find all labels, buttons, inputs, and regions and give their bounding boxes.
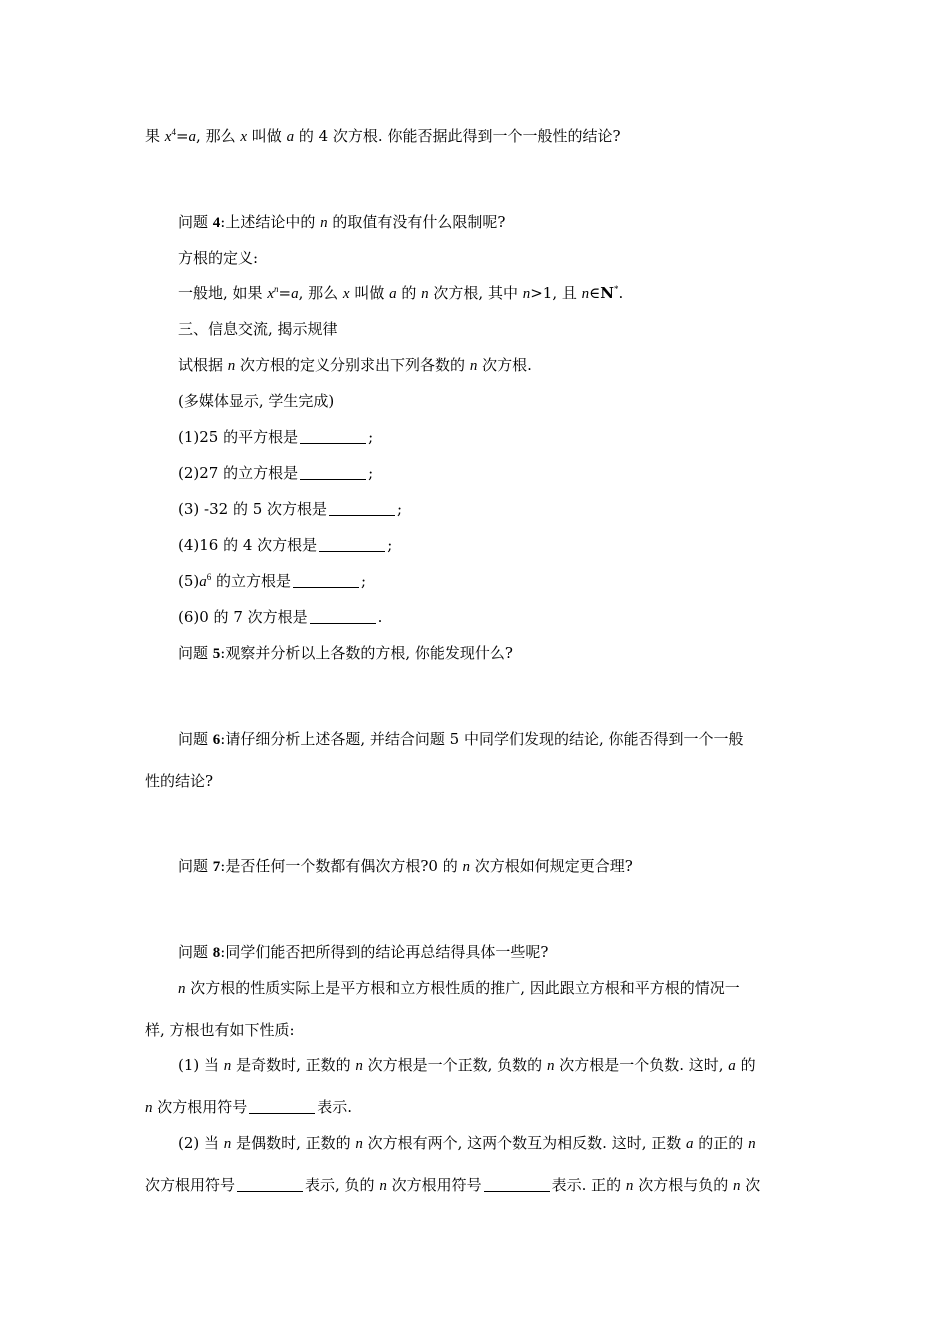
property-intro-cont: 样, 方根也有如下性质: (145, 1021, 295, 1039)
property-intro: n 次方根的性质实际上是平方根和立方根性质的推广, 因此跟立方根和平方根的情况一 (178, 979, 740, 997)
answer-blank[interactable] (249, 1099, 315, 1114)
exercise-5: $(5)a^6$ 的立方根是 ; (178, 572, 367, 590)
question-4: 问题 4:上述结论中的 n 的取值有没有什么限制呢? (178, 213, 506, 231)
definition-title: 方根的定义: (178, 249, 259, 267)
media-note: (多媒体显示, 学生完成) (178, 392, 335, 410)
answer-blank[interactable] (484, 1177, 550, 1192)
question-7: 问题 7:是否任何一个数都有偶次方根?0 的 n 次方根如何规定更合理? (178, 857, 633, 875)
answer-blank[interactable] (237, 1177, 303, 1192)
property-1-cont: n 次方根用符号 表示. (145, 1098, 353, 1116)
exercise-1: (1)25 的平方根是 ; (178, 428, 374, 446)
section-3-heading: 三、信息交流, 揭示规律 (178, 320, 338, 338)
exercise-2: (2)27 的立方根是 ; (178, 464, 374, 482)
answer-blank[interactable] (310, 609, 376, 624)
property-2-cont: 次方根用符号 表示, 负的 n 次方根用符号 表示. 正的 n 次方根与负的 n 次 (145, 1176, 761, 1194)
exercise-4: (4)16 的 4 次方根是 ; (178, 536, 393, 554)
question-5: 问题 5:观察并分析以上各数的方根, 你能发现什么? (178, 644, 513, 662)
try-instruction: 试根据 n 次方根的定义分别求出下列各数的 n 次方根. (178, 356, 532, 374)
answer-blank[interactable] (300, 429, 366, 444)
question-6-cont: 性的结论? (145, 772, 214, 790)
answer-blank[interactable] (293, 573, 359, 588)
question-6: 问题 6:请仔细分析上述各题, 并结合问题 5 中同学们发现的结论, 你能否得到一个一般 (178, 730, 744, 748)
exercise-3: (3) -32 的 5 次方根是 ; (178, 500, 403, 518)
answer-blank[interactable] (300, 465, 366, 480)
property-1: (1) 当 n 是奇数时, 正数的 n 次方根是一个正数, 负数的 n 次方根是一个负数. 这时, a 的 (178, 1056, 756, 1074)
property-2: (2) 当 n 是偶数时, 正数的 n 次方根有两个, 这两个数互为相反数. 这时, 正数 a 的正的 n (178, 1134, 756, 1152)
exercise-6: (6)0 的 7 次方根是 . (178, 608, 383, 626)
question-8: 问题 8:同学们能否把所得到的结论再总结得具体一些呢? (178, 943, 549, 961)
definition-text: 一般地, 如果 $x^n=a$, 那么 x 叫做 a 的 n 次方根, 其中 n>1, 且 n∈N*. (178, 284, 624, 302)
text-line-1: 果 $x^4=a$, 那么 x 叫做 a 的 4 次方根. 你能否据此得到一个一般性的结论? (145, 127, 621, 145)
answer-blank[interactable] (329, 501, 395, 516)
answer-blank[interactable] (319, 537, 385, 552)
